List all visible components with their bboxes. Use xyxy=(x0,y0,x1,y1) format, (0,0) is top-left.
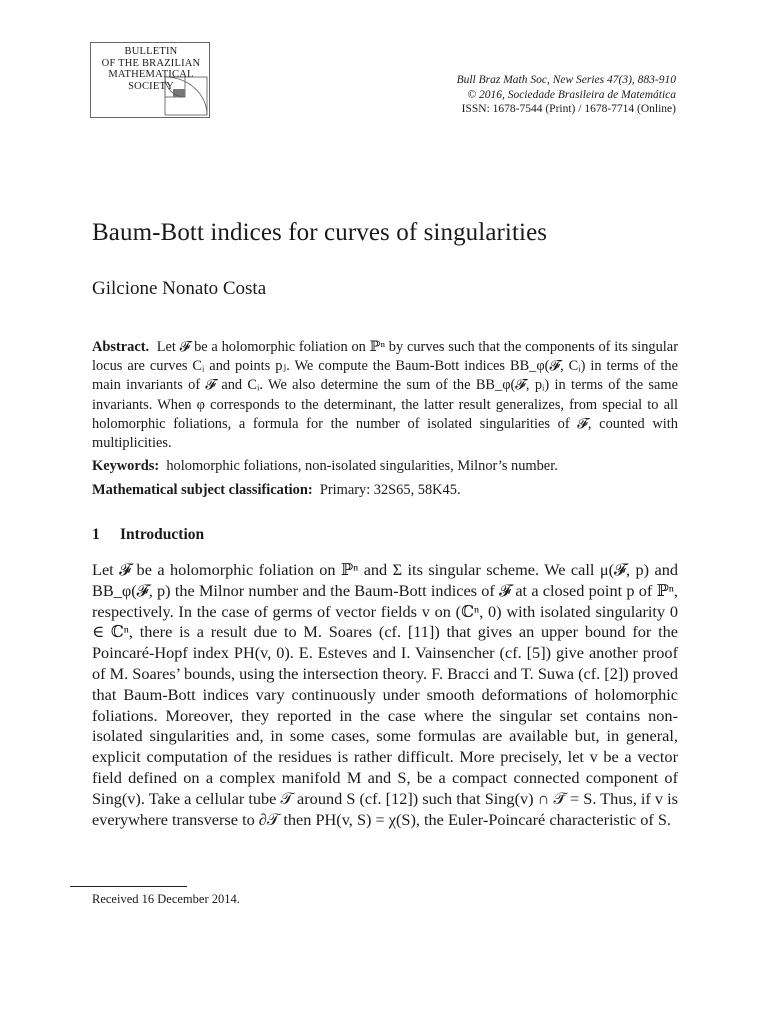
logo-line-1: BULLETIN xyxy=(124,46,178,57)
footnote-divider xyxy=(70,886,187,887)
journal-info xyxy=(457,73,676,117)
section-number: 1 xyxy=(92,526,100,543)
abstract xyxy=(92,338,678,453)
journal-logo xyxy=(90,42,210,118)
abstract-text: Let 𝓕 be a holomorphic foliation on ℙⁿ by curves such that the components of its singular locus are curves Cᵢ and points pⱼ. We compute the Baum-Bott indices BB_φ(𝓕, Cᵢ) in terms of the main invariants of 𝓕 and Cᵢ. We also determine the sum of the BB_φ(𝓕, pᵢ) in terms of the same invariants. When φ corresponds to the determinant, the latter result generalizes, from special to all holomorphic foliations, a formula for the number of isolated singularities of 𝓕, counted with multiplicities. xyxy=(92,339,678,452)
journal-citation: Bull Braz Math Soc, New Series 47(3), 883-910 xyxy=(456,74,676,86)
introduction-paragraph: Let 𝓕 be a holomorphic foliation on ℙⁿ and Σ its singular scheme. We call μ(𝓕, p) and BB_φ(𝓕, p) the Milnor number and the Baum-Bott indices of 𝓕 at a closed point p of ℙⁿ, respectively. In the case of germs of vector fields v on (ℂⁿ, 0) with isolated singularity 0 ∈ ℂⁿ, there is a result due to M. Soares (cf. [11]) that gives an upper bound for the Poincaré-Hopf index PH(v, 0). E. Esteves and I. Vainsencher (cf. [5]) give another proof of M. Soares’ bounds, using the intersection theory. F. Bracci and T. Suwa (cf. [2]) proved that Baum-Bott indices vary continuously under smooth deformations of holomorphic foliations. Moreover, they reported in the case where the singular set contains non-isolated singularities and, in some cases, some formulas are available but, in general, explicit computation of the residues is rather difficult. More precisely, let v be a vector field defined on a complex manifold M and S, be a compact connected component of Sing(v). Take a cellular tube 𝒯 around S (cf. [12]) such that Sing(v) ∩ 𝒯̄ = S. Thus, if v is everywhere transverse to ∂𝒯 then PH(v, S) = χ(S), the Euler-Poincaré characteristic of S. xyxy=(92,560,678,829)
subject-classification xyxy=(92,481,678,500)
journal-copyright: © 2016, Sociedade Brasileira de Matemática xyxy=(467,88,676,101)
logo-line-4: SOCIETY xyxy=(128,80,174,92)
keywords-label: Keywords: xyxy=(92,458,160,474)
abstract-label: Abstract. xyxy=(92,339,150,355)
keywords-text: holomorphic foliations, non-isolated singularities, Milnor’s number. xyxy=(166,458,558,474)
paper-title: Baum-Bott indices for curves of singularities xyxy=(92,219,548,246)
msc-label: Mathematical subject classification: xyxy=(92,482,313,498)
paper-author: Gilcione Nonato Costa xyxy=(92,278,267,299)
logo-line-2: OF THE BRAZILIAN xyxy=(101,57,201,69)
section-heading xyxy=(92,526,204,544)
logo-line-3: MATHEMATICAL xyxy=(108,69,194,80)
journal-issn: ISSN: 1678-7544 (Print) / 1678-7714 (Online) xyxy=(461,103,676,115)
section-title: Introduction xyxy=(120,526,205,543)
keywords xyxy=(92,457,678,476)
msc-text: Primary: 32S65, 58K45. xyxy=(319,482,461,498)
footnote: Received 16 December 2014. xyxy=(92,892,240,906)
